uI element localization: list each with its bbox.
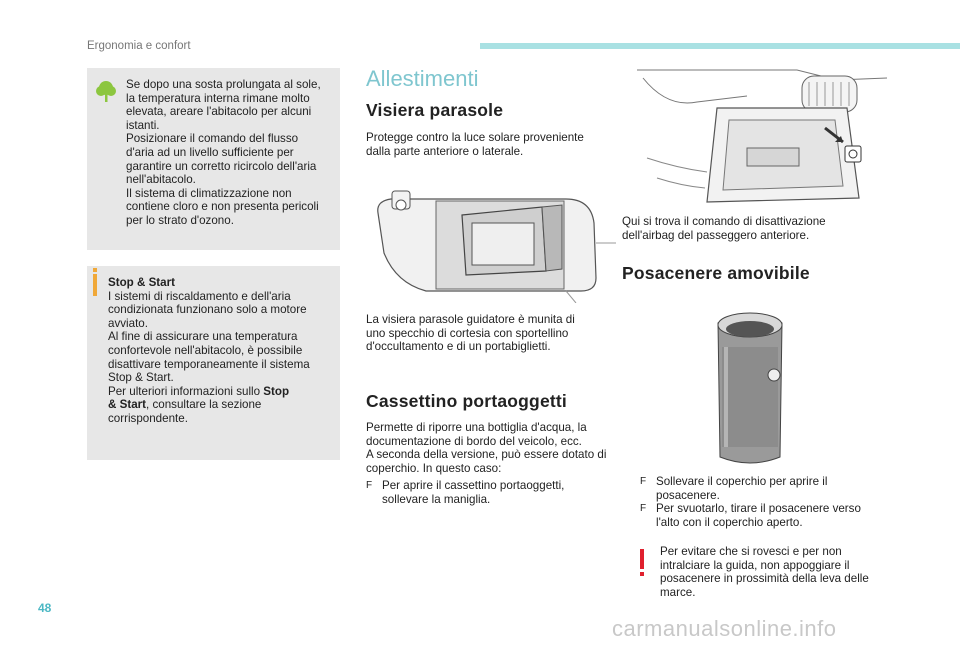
warning-icon-dot: [640, 572, 644, 576]
header-bar: [480, 43, 960, 49]
bullet-marker: F: [640, 503, 647, 515]
posacenere-heading: Posacenere amovibile: [622, 263, 810, 283]
eco-note-text: Se dopo una sosta prolungata al sole, la temperatura interna rimane molto elevata, areare l'abitacolo per alcuni istanti. Posizionare il comando del flusso d'aria ad un livello sufficiente per garantire un corretto ricircolo dell'aria nell'abitacolo. Il sistema di climatizzazione non contiene cloro e non presenta pericoli per lo strato d'ozono.: [126, 78, 321, 227]
warning-text: Per evitare che si rovesci e per non intralciare la guida, non appoggiare il posacenere in prossimità della leva delle marce.: [660, 545, 869, 599]
list-item: [640, 475, 880, 502]
info-icon: [93, 274, 97, 296]
list-item-text: Per aprire il cassettino portaoggetti, sollevare la maniglia.: [382, 479, 565, 506]
cassettino-bullets: [366, 479, 606, 506]
running-header: Ergonomia e confort: [87, 40, 191, 52]
glovebox-illustration: [637, 68, 887, 208]
sun-visor-illustration: [366, 183, 616, 303]
section-title: Allestimenti: [366, 66, 479, 91]
cassettino-heading: Cassettino portaoggetti: [366, 391, 567, 411]
info-note-body-end: , consultare la sezione corrispondente.: [108, 398, 262, 425]
info-note-title: Stop & Start: [108, 276, 175, 289]
page-number: 48: [38, 601, 52, 615]
list-item: [366, 479, 606, 506]
leaf-icon: [95, 80, 117, 102]
list-item-text: Per svuotarlo, tirare il posacenere verso l'alto con il coperchio aperto.: [656, 502, 861, 529]
visiera-intro: Protegge contro la luce solare proveniente dalla parte anteriore o laterale.: [366, 131, 584, 158]
eco-note-box: [87, 68, 340, 250]
bullet-marker: F: [366, 480, 373, 491]
airbag-caption: Qui si trova il comando di disattivazione dell'airbag del passeggero anteriore.: [622, 215, 826, 242]
list-item-text: Sollevare il coperchio per aprire il posacenere.: [656, 475, 828, 502]
ashtray-illustration: [710, 307, 790, 467]
info-note-box: [87, 266, 340, 460]
visiera-heading: Visiera parasole: [366, 100, 504, 120]
watermark: carmanualsonline.info: [612, 616, 837, 641]
posacenere-bullets: [640, 475, 880, 529]
info-note-body: I sistemi di riscaldamento e dell'aria condizionata funzionano solo a motore avviato. Al fine di assicurare una temperatura confortevole nell'abitacolo, è possibile disattivare temporaneamente il sistema Stop & Start. Per ulteriori informazioni sullo: [108, 289, 310, 398]
visiera-caption: La visiera parasole guidatore è munita di uno specchio di cortesia con sportellino d'occultamento e di un portabiglietti.: [366, 313, 575, 354]
list-item: [640, 502, 880, 529]
cassettino-text: Permette di riporre una bottiglia d'acqua, la documentazione di bordo del veicolo, ecc. A seconda della versione, può essere dotato di coperchio. In questo caso:: [366, 421, 607, 475]
bullet-marker: F: [640, 476, 647, 487]
info-note-text: [108, 276, 333, 426]
warning-icon: [640, 549, 644, 569]
info-note-ref: Stop & Start: [108, 384, 290, 412]
